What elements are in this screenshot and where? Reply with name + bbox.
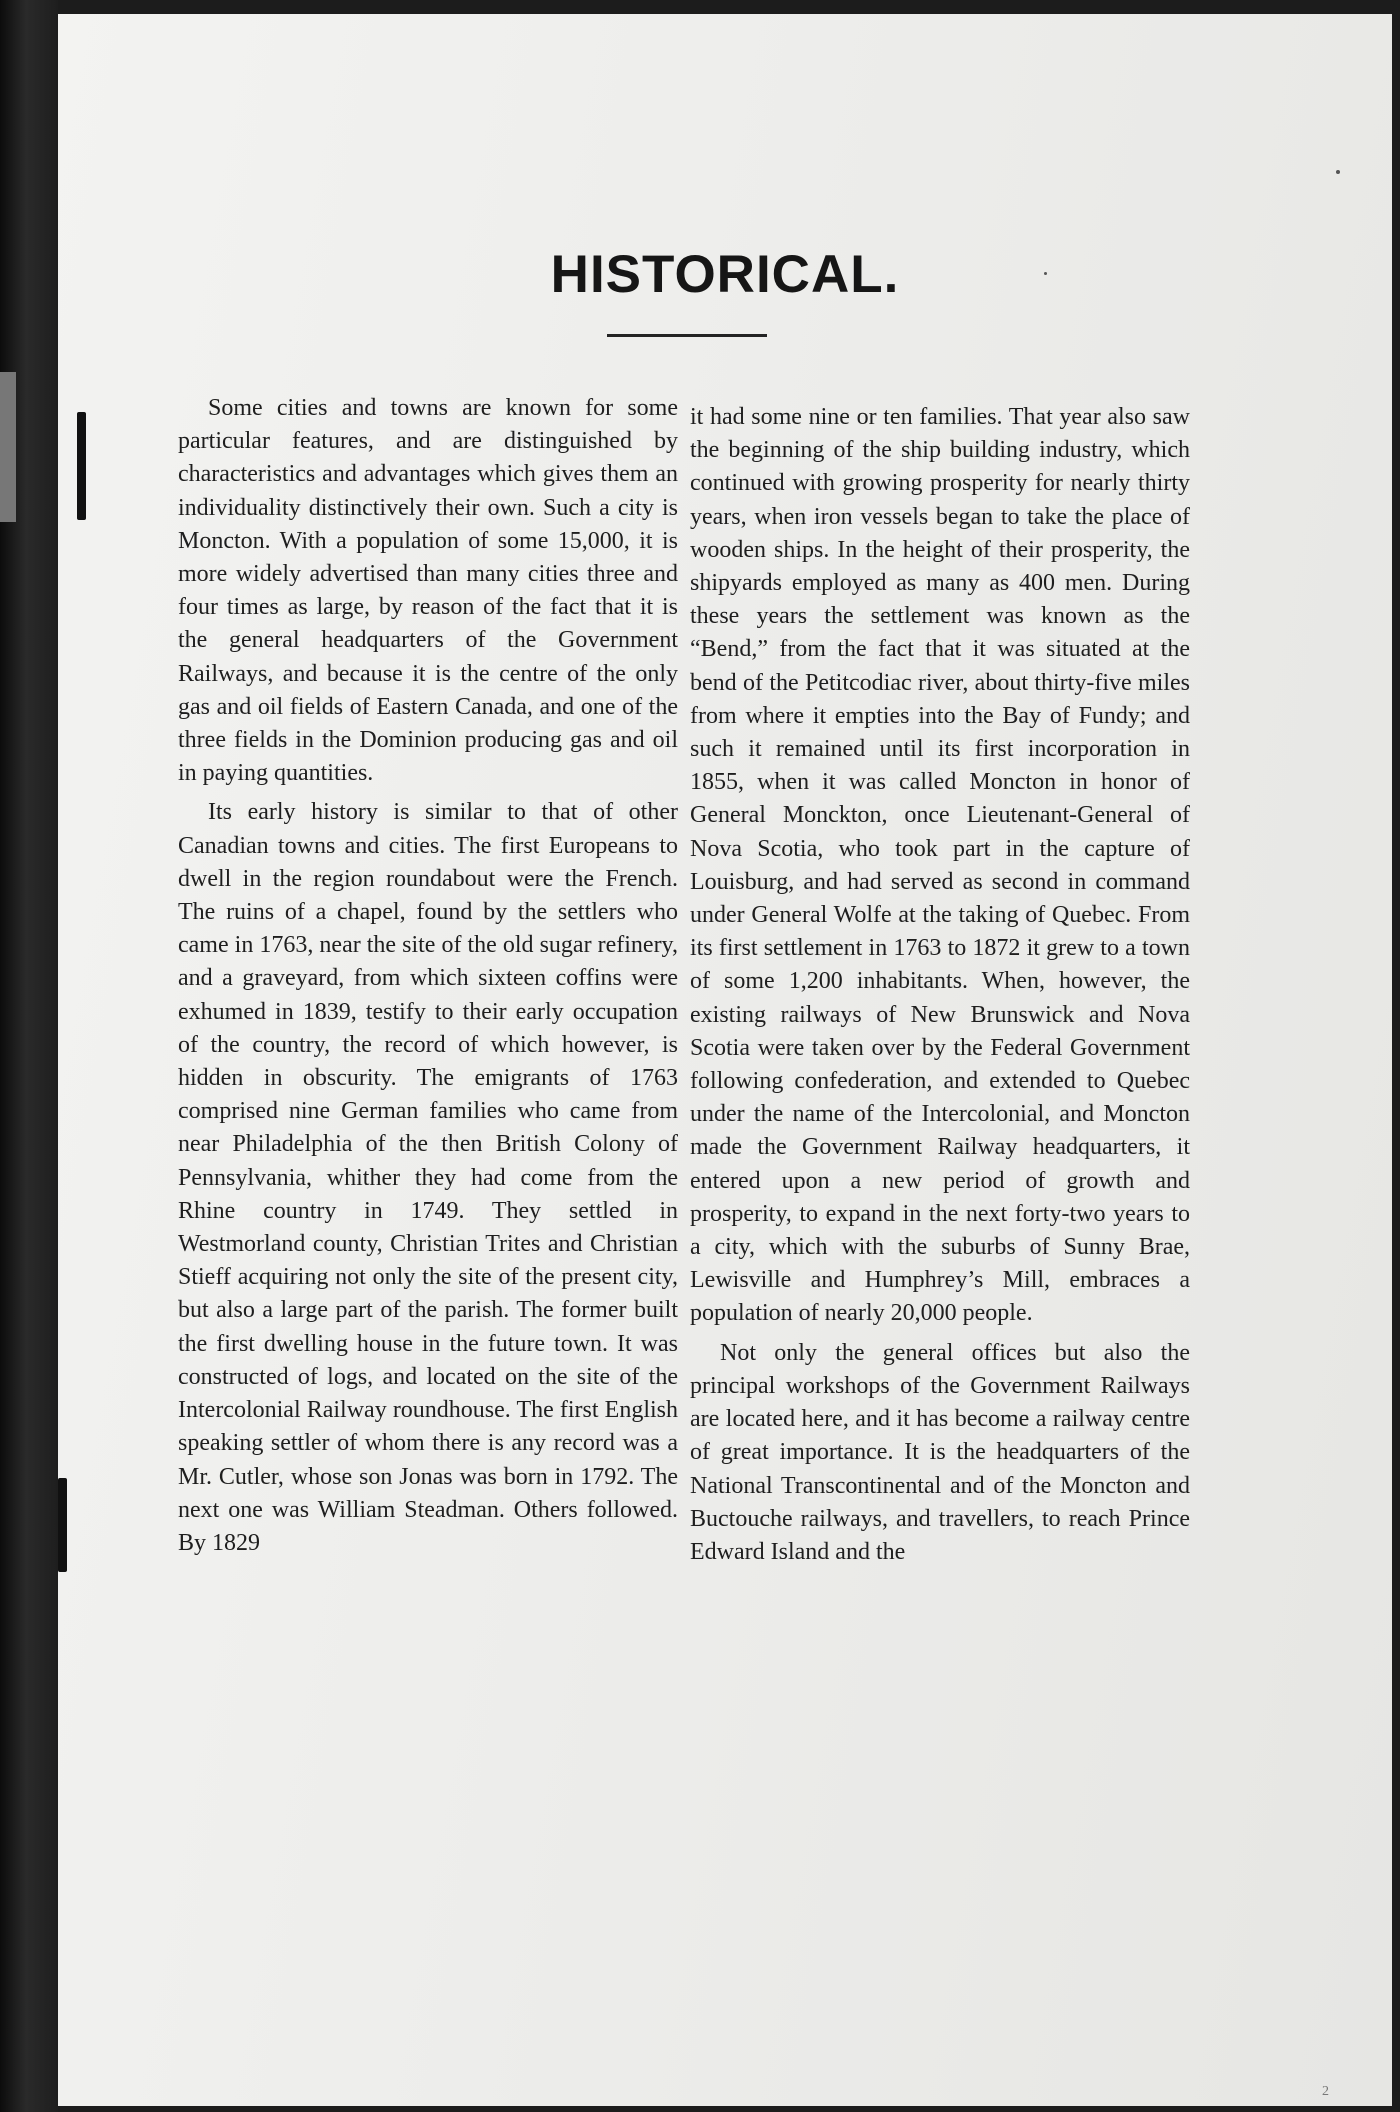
- title-rule: [607, 334, 767, 337]
- paragraph: it had some nine or ten families. That year also saw the beginning of the ship building industry, which continued with growing prosperity for nearly thirty years, when iron vessels began to take the place of wooden ships. In the height of their prosperity, the shipyards employed as many as 400 men. During these years the settlement was known as the “Bend,” from the fact that it was situated at the bend of the Petitcodiac river, about thirty-five miles from where it empties into the Bay of Fundy; and such it remained until its first incorporation in 1855, when it was called Moncton in honor of General Monckton, once Lieutenant-General of Nova Scotia, who took part in the capture of Louisburg, and had served as second in command under General Wolfe at the taking of Quebec. From its first settlement in 1763 to 1872 it grew to a town of some 1,200 inhabitants. When, however, the existing railways of New Brunswick and Nova Scotia were taken over by the Federal Government following confederation, and extended to Quebec under the name of the Intercolonial, and Moncton made the Government Railway headquarters, it entered upon a new period of growth and prosperity, to expand in the next forty-two years to a city, which with the suburbs of Sunny Brae, Lewisville and Humphrey’s Mill, embraces a population of nearly 20,000 people.: [690, 404, 1190, 1327]
- staple-mark: [77, 412, 86, 520]
- paragraph: Some cities and towns are known for some particular features, and are distinguished by characteristics and advantages which gives them an individuality distinctively their own. Such a city is Moncton. With a population of some 15,000, it is more widely advertised than many cities three and four times as large, by reason of the fact that it is the general headquarters of the Government Railways, and because it is the centre of the only gas and oil fields of Eastern Canada, and one of the three fields in the Dominion producing gas and oil in paying quantities.: [178, 395, 678, 787]
- paragraph: Its early history is similar to that of other Canadian towns and cities. The first Europeans to dwell in the region roundabout were the French. The ruins of a chapel, found by the settlers who came in 1763, near the site of the old sugar refinery, and a graveyard, from which sixteen coffins were exhumed in 1839, testify to their early occupation of the country, the record of which however, is hidden in obscurity. The emigrants of 1763 comprised nine German families who came from near Philadelphia of the then British Colony of Pennsylvania, whither they had come from the Rhine country in 1749. They settled in Westmorland county, Christian Trites and Christian Stieff acquiring not only the site of the present city, but also a large part of the parish. The former built the first dwelling house in the future town. It was constructed of logs, and located on the site of the Intercolonial Railway roundhouse. The first English speaking settler of whom there is any record was a Mr. Cutler, whose son Jonas was born in 1792. The next one was William Steadman. Others followed. By 1829: [178, 799, 678, 1556]
- document-page: [58, 14, 1392, 2106]
- left-column: [178, 392, 678, 1560]
- page-number: 2: [1322, 2084, 1329, 2099]
- page-title: HISTORICAL.: [550, 245, 900, 304]
- binding-edge: [0, 0, 58, 2112]
- paragraph: Not only the general offices but also the principal workshops of the Government Railways are located here, and it has become a railway centre of great importance. It is the headquarters of the National Transcontinental and of the Moncton and Buctouche railways, and travellers, to reach Prince Edward Island and the: [690, 1339, 1190, 1565]
- scan-speck: [1336, 170, 1340, 174]
- scan-speck: [1044, 272, 1047, 275]
- binding-clip: [0, 372, 16, 522]
- right-column: [690, 401, 1190, 1569]
- staple-mark: [58, 1478, 67, 1572]
